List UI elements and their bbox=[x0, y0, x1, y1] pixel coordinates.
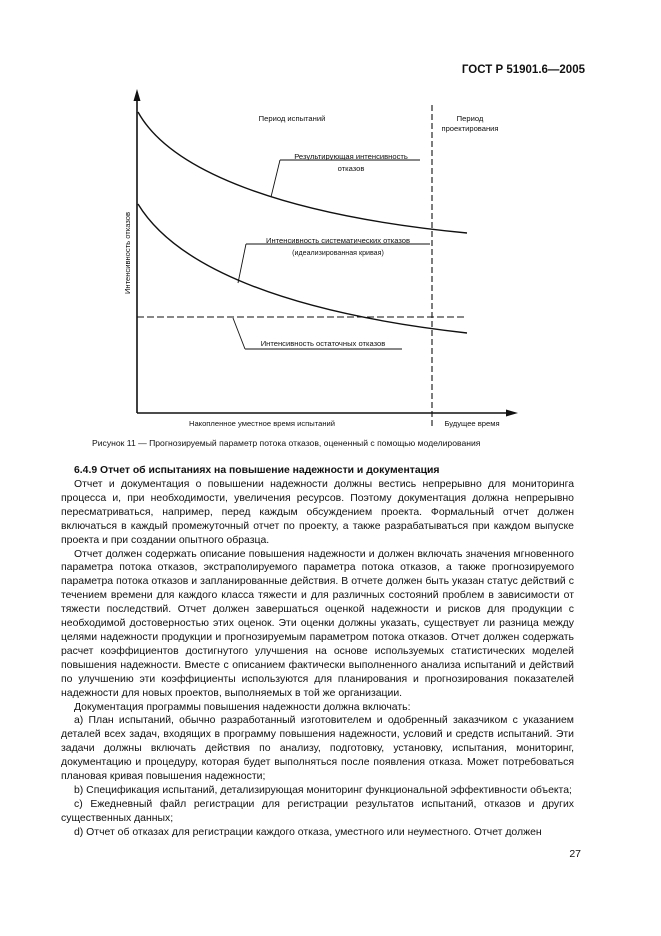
y-axis-label: Интенсивность отказов bbox=[123, 211, 132, 295]
period-test-label: Период испытаний bbox=[258, 114, 326, 123]
future-time-label: Будущее время bbox=[444, 419, 500, 428]
list-item: c) Ежедневный файл регистрации для регистрации результатов испытаний, отказов и других существенных данных; bbox=[61, 798, 574, 824]
curve-systematic-label-2: (идеализированная кривая) bbox=[292, 249, 384, 257]
systematic-intensity-curve bbox=[138, 204, 467, 333]
curve-systematic-label-1: Интенсивность систематических отказов bbox=[265, 236, 411, 245]
section-heading: 6.4.9 Отчет об испытаниях на повышение надежности и документация bbox=[74, 465, 440, 476]
failure-intensity-figure bbox=[0, 0, 661, 436]
curve-total-label-2: отказов bbox=[337, 164, 365, 173]
period-design-label-2: проектирования bbox=[441, 124, 499, 133]
body-text bbox=[61, 478, 574, 840]
paragraph: Документация программы повышения надежности должна включать: bbox=[74, 701, 411, 713]
curve-total-label-1: Результирующая интенсивность bbox=[294, 152, 408, 161]
document-code: ГОСТ Р 51901.6—2005 bbox=[461, 64, 585, 76]
period-design-label-1: Период bbox=[456, 114, 484, 123]
y-axis-arrow bbox=[134, 89, 141, 101]
figure-caption: Рисунок 11 — Прогнозируемый параметр потока отказов, оцененный с помощью моделирования bbox=[92, 438, 481, 448]
page-number: 27 bbox=[569, 848, 581, 860]
x-axis-arrow bbox=[506, 410, 518, 417]
x-axis-label: Накопленное уместное время испытаний bbox=[188, 419, 336, 428]
leader-line-total bbox=[271, 160, 280, 197]
paragraph: Отчет должен содержать описание повышения надежности и должен включать значения мгновенного параметра потока отказов, экстраполируемого параметра потока отказов, а также прогнозируемого параметра потока отказов и запланированные действия. В отчете должен быть указан статус действий с течением времени для каждого класса тяжести и для различных состояний проблем в зависимости от тяжести последствий. Отчет должен завершаться оценкой надежности и рисков для продукции с необходимой достоверностью этих оценок. Эти оценки должны указать, существует ли разница между целями надежности продукции и прогнозируемым параметром потока отказов. Отчет должен содержать расчет коэффициентов достигнутого улучшения на основе используемых статистических моделей повышения надежности. Вместе с описанием фактически выполненного анализа испытаний и действий по улучшению эти коэффициенты используются для планирования и прогнозирования показателей надежности для новых проектов, выполняемых в той же организации. bbox=[61, 548, 574, 699]
list-item: b) Спецификация испытаний, детализирующая мониторинг функциональной эффективности объекта; bbox=[74, 784, 572, 796]
paragraph: Отчет и документация о повышении надежности должны вестись непрерывно для мониторинга процесса и, при необходимости, увеличения ресурсов. Поэтому документация должна непрерывно пересматриваться, например, перед каждым обсуждением проекта. Формальный отчет должен включаться в каждый промежуточный отчет по проекту, а также разрабатываться при каждом выпуске проекта и при создании опытного образца. bbox=[61, 479, 574, 546]
list-item: d) Отчет об отказах для регистрации каждого отказа, уместного или неуместного. Отчет должен bbox=[74, 826, 542, 838]
list-item: a) План испытаний, обычно разработанный изготовителем и одобренный заказчиком с указанием деталей всех задач, входящих в программу повышения надежности, условий и средств испытаний. Эти задачи должны включать действия по анализу, подготовку, установку, испытания, мониторинг, документацию и процедуру, которая будет выполняться после появления отказа. Может потребоваться плановая кривая повышения надежности; bbox=[61, 715, 574, 783]
leader-line-systematic bbox=[238, 244, 246, 283]
resulting-intensity-curve bbox=[138, 112, 467, 233]
leader-line-residual bbox=[233, 318, 245, 349]
curve-residual-label: Интенсивность остаточных отказов bbox=[260, 339, 386, 348]
